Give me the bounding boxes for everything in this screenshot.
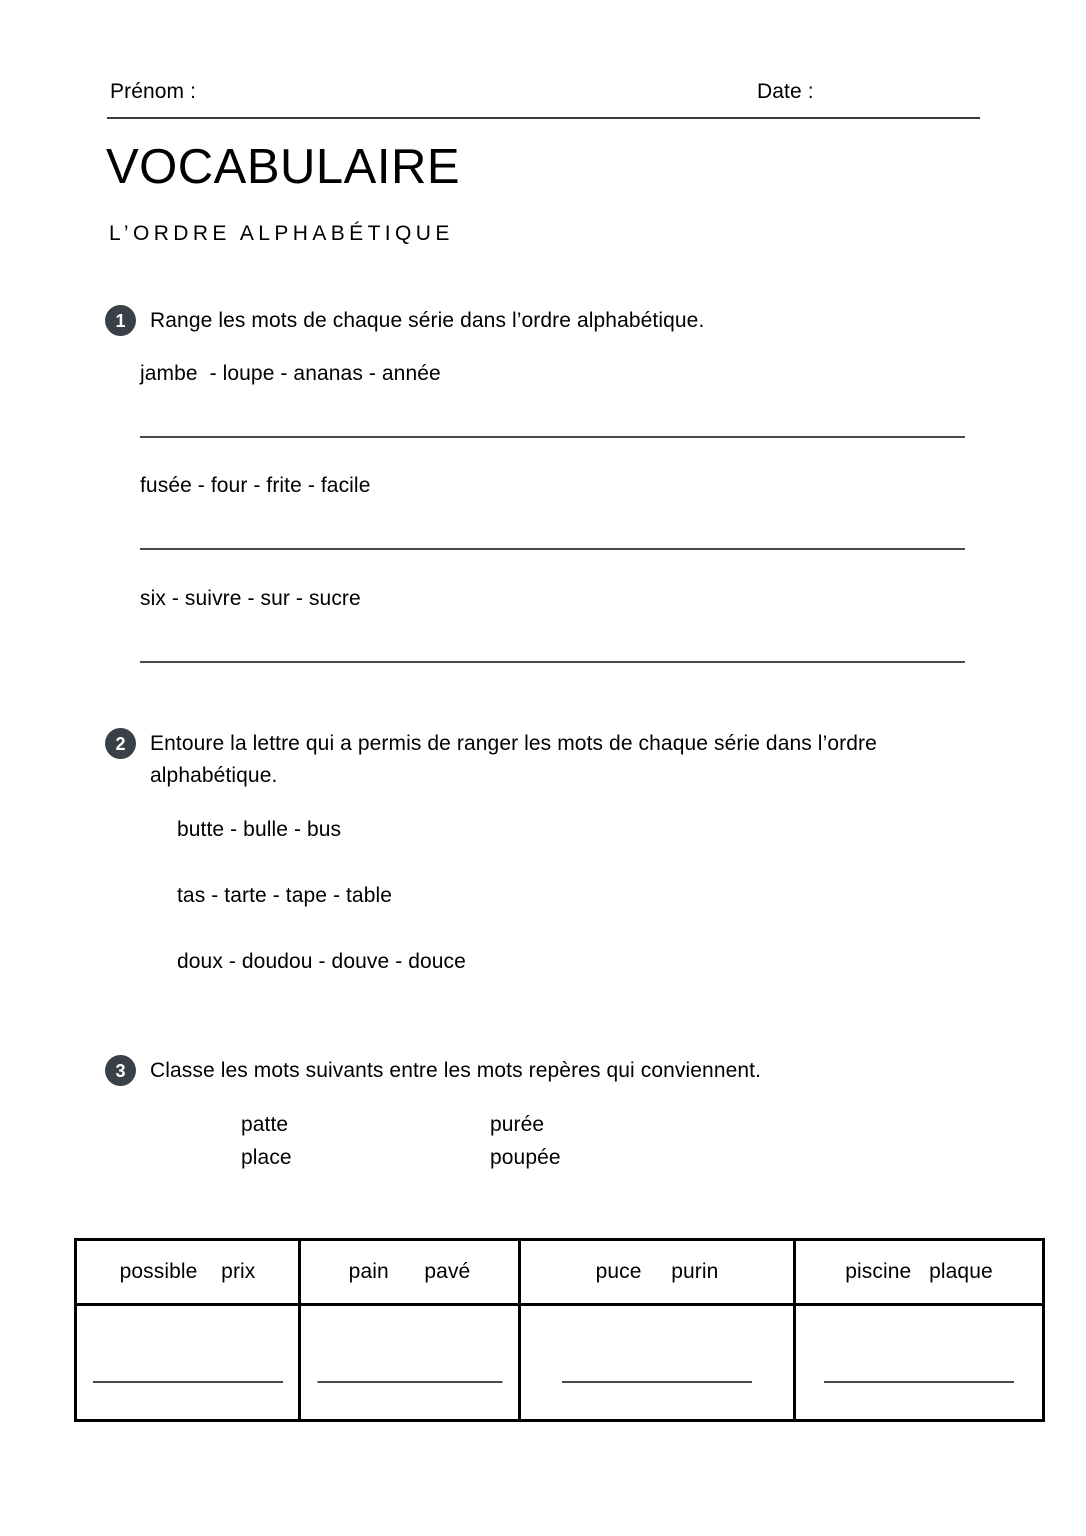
- table-answer-cell-1[interactable]: [77, 1306, 301, 1419]
- exercise-instruction-3: Classe les mots suivants entre les mots repères qui conviennent.: [150, 1059, 762, 1082]
- table-answer-line-3: [562, 1381, 752, 1383]
- exercise-3-word-patte: patte: [241, 1113, 289, 1136]
- exercise-2-series-2: tas - tarte - tape - table: [177, 884, 393, 907]
- table-answer-cell-3[interactable]: [521, 1306, 796, 1419]
- exercise-1-series-1: jambe - loupe - ananas - année: [140, 362, 441, 385]
- exercise-badge-3: 3: [105, 1055, 136, 1086]
- table-header-row: [77, 1241, 1042, 1306]
- name-label: Prénom :: [110, 80, 196, 103]
- exercise-2-series-1: butte - bulle - bus: [177, 818, 342, 841]
- table-header-cell-2: [301, 1241, 521, 1303]
- table-answer-line-4: [824, 1381, 1014, 1383]
- table-answer-line-2: [317, 1381, 502, 1383]
- exercise-badge-1: 1: [105, 305, 136, 336]
- table-answer-row: [77, 1306, 1042, 1419]
- date-label: Date :: [757, 80, 814, 103]
- exercise-instruction-1: Range les mots de chaque série dans l’ordre alphabétique.: [150, 309, 705, 332]
- table-answer-line-1: [93, 1381, 283, 1383]
- header-fields: [107, 80, 980, 118]
- table-header-text-4: piscine plaque: [845, 1259, 993, 1283]
- table-header-text-3: puce purin: [595, 1259, 719, 1283]
- exercise-3-word-puree: purée: [490, 1113, 545, 1136]
- table-header-cell-4: [796, 1241, 1042, 1303]
- page-title: VOCABULAIRE: [106, 140, 461, 194]
- exercise-3-word-place: place: [241, 1146, 292, 1169]
- answer-line-1-2[interactable]: [140, 548, 965, 550]
- exercise-3-word-poupee: poupée: [490, 1146, 561, 1169]
- reference-words-table: [74, 1238, 1045, 1422]
- table-answer-cell-2[interactable]: [301, 1306, 521, 1419]
- table-header-cell-3: [521, 1241, 796, 1303]
- exercise-instruction-2: Entoure la lettre qui a permis de ranger les mots de chaque série dans l’ordre alphabétique.: [150, 732, 877, 787]
- table-header-cell-1: [77, 1241, 301, 1303]
- exercise-1-series-2: fusée - four - frite - facile: [140, 474, 371, 497]
- header-divider: [107, 117, 980, 119]
- page-subtitle: L’ORDRE ALPHABÉTIQUE: [109, 222, 454, 245]
- table-answer-cell-4[interactable]: [796, 1306, 1042, 1419]
- exercise-2-series-3: doux - doudou - douve - douce: [177, 950, 466, 973]
- table-header-text-1: possible prix: [119, 1259, 256, 1283]
- answer-line-1-1[interactable]: [140, 436, 965, 438]
- exercise-1-series-3: six - suivre - sur - sucre: [140, 587, 361, 610]
- answer-line-1-3[interactable]: [140, 661, 965, 663]
- table-header-text-2: pain pavé: [348, 1259, 471, 1283]
- exercise-badge-2: 2: [105, 728, 136, 759]
